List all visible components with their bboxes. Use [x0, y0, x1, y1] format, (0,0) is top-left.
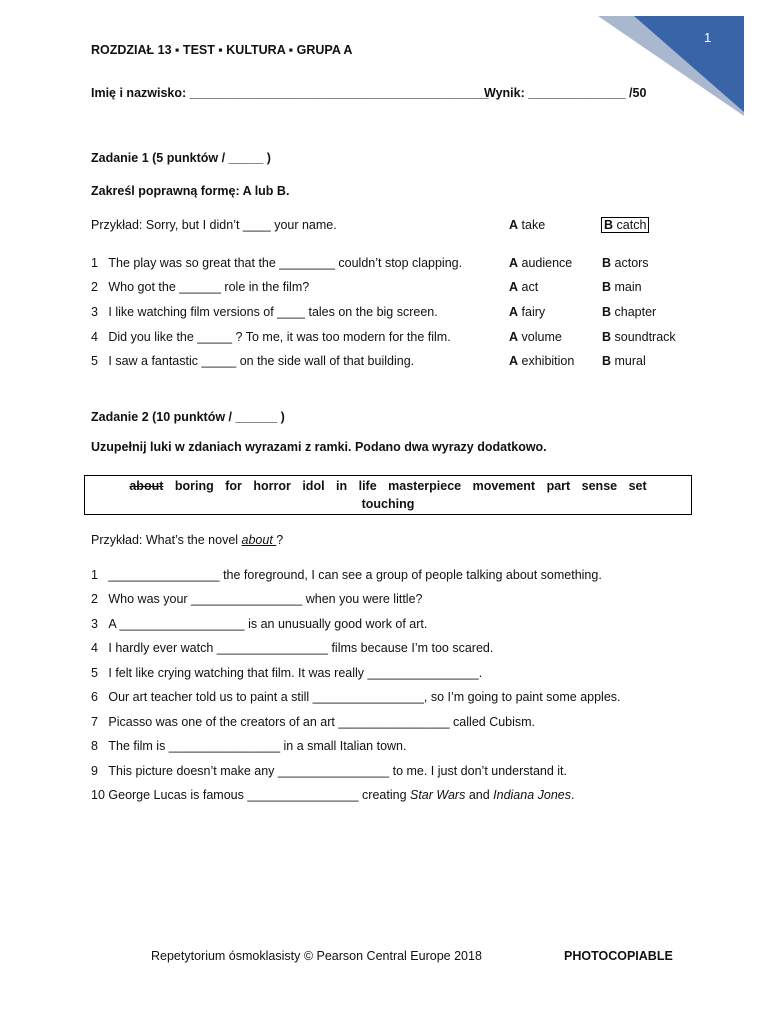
task1-item: 5 I saw a fantastic _____ on the side wall of that building. — [91, 354, 415, 368]
name-field[interactable]: Imię i nazwisko: ___________________________________________ — [91, 86, 489, 100]
task2-heading: Zadanie 2 (10 punktów / ______ ) — [91, 410, 285, 424]
task1-item-option-b[interactable]: B chapter — [602, 305, 657, 319]
task1-item-option-a[interactable]: A exhibition — [509, 354, 575, 368]
page-title: ROZDZIAŁ 13 ▪ TEST ▪ KULTURA ▪ GRUPA A — [91, 43, 353, 57]
task2-item[interactable]: 8 The film is ________________ in a small Italian town. — [91, 739, 407, 753]
task1-item: 4 Did you like the _____ ? To me, it was too modern for the film. — [91, 330, 451, 344]
task2-item[interactable]: 4 I hardly ever watch ________________ films because I’m too scared. — [91, 641, 494, 655]
task1-item: 2 Who got the ______ role in the film? — [91, 280, 310, 294]
footer-photocopiable: PHOTOCOPIABLE — [564, 949, 673, 963]
task1-example-option-a: A take — [509, 218, 546, 232]
task2-item[interactable]: 1 ________________ the foreground, I can see a group of people talking about something. — [91, 568, 602, 582]
word-box-line-2: touching — [361, 497, 415, 511]
task2-item[interactable]: 7 Picasso was one of the creators of an art ________________ called Cubism. — [91, 715, 536, 729]
task1-item-option-b[interactable]: B mural — [602, 354, 646, 368]
task2-instruction: Uzupełnij luki w zdaniach wyrazami z ramki. Podano dwa wyrazy dodatkowo. — [91, 440, 547, 454]
task2-item[interactable]: 9 This picture doesn’t make any ________________ to me. I just don’t understand it. — [91, 764, 568, 778]
score-field[interactable]: Wynik: ______________ /50 — [484, 86, 647, 100]
task1-example-sentence: Przykład: Sorry, but I didn’t ____ your name. — [91, 218, 337, 232]
task1-item-option-a[interactable]: A act — [509, 280, 539, 294]
task2-example: Przykład: What’s the novel about ? — [91, 533, 284, 547]
footer-copyright: Repetytorium ósmoklasisty © Pearson Central Europe 2018 — [151, 949, 482, 963]
task1-example-option-b-circled: B catch — [601, 217, 649, 233]
task2-item-10[interactable]: 10 George Lucas is famous ________________ creating Star Wars and Indiana Jones. — [91, 788, 575, 802]
task1-instruction: Zakreśl poprawną formę: A lub B. — [91, 184, 290, 198]
corner-decoration — [598, 16, 744, 116]
word-box-line-1 — [85, 479, 691, 493]
word-list: boring for horror idol in life masterpiece movement part sense set — [174, 479, 647, 493]
struck-word: about — [129, 479, 164, 493]
task2-item[interactable]: 5 I felt like crying watching that film. It was really ________________. — [91, 666, 483, 680]
task1-item-option-b[interactable]: B actors — [602, 256, 649, 270]
task1-item-option-a[interactable]: A volume — [509, 330, 562, 344]
task1-item: 3 I like watching film versions of ____ tales on the big screen. — [91, 305, 438, 319]
task1-item-option-b[interactable]: B soundtrack — [602, 330, 676, 344]
task1-item-option-b[interactable]: B main — [602, 280, 642, 294]
task2-item[interactable]: 6 Our art teacher told us to paint a still ________________, so I’m going to paint some apples. — [91, 690, 621, 704]
task2-item[interactable]: 2 Who was your ________________ when you were little? — [91, 592, 423, 606]
page-number: 1 — [704, 30, 712, 45]
word-box — [84, 475, 692, 515]
task1-item: 1 The play was so great that the ________ couldn’t stop clapping. — [91, 256, 463, 270]
task1-heading: Zadanie 1 (5 punktów / _____ ) — [91, 151, 271, 165]
task1-item-option-a[interactable]: A fairy — [509, 305, 546, 319]
task2-example-answer: about — [241, 533, 277, 547]
task1-item-option-a[interactable]: A audience — [509, 256, 573, 270]
task2-item[interactable]: 3 A __________________ is an unusually good work of art. — [91, 617, 428, 631]
